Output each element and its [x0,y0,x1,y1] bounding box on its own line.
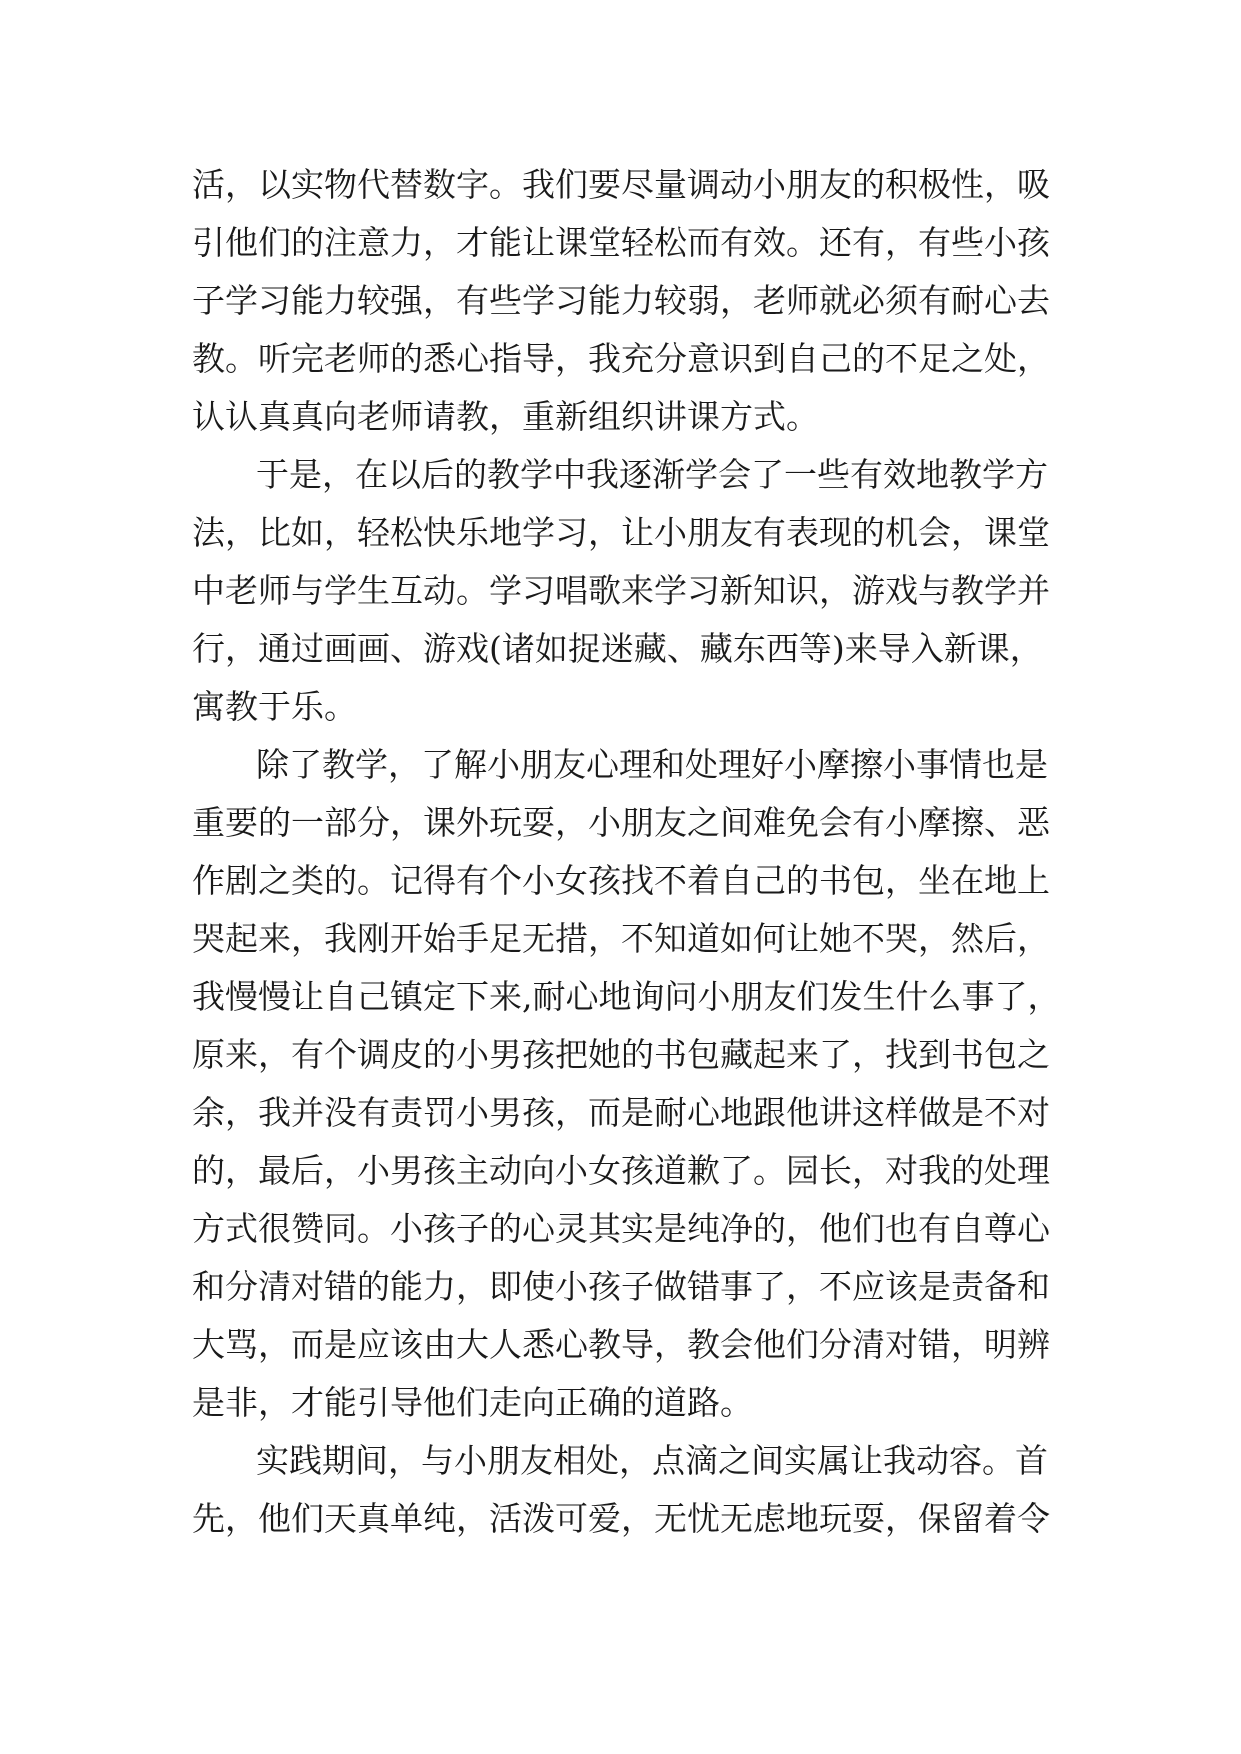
text-line: 法，比如，轻松快乐地学习，让小朋友有表现的机会，课堂 [192,513,1050,552]
text-line: 活，以实物代替数字。我们要尽量调动小朋友的积极性，吸 [192,165,1050,204]
text-line: 中老师与学生互动。学习唱歌来学习新知识，游戏与教学并 [192,571,1050,610]
text-line: 先，他们天真单纯，活泼可爱，无忧无虑地玩耍，保留着令 [192,1499,1050,1538]
text-line: 重要的一部分，课外玩耍，小朋友之间难免会有小摩擦、恶 [192,803,1050,842]
text-line: 作剧之类的。记得有个小女孩找不着自己的书包，坐在地上 [192,861,1050,900]
text-line: 子学习能力较强，有些学习能力较弱，老师就必须有耐心去 [192,281,1050,320]
text-line: 引他们的注意力，才能让课堂轻松而有效。还有，有些小孩 [192,223,1050,262]
paragraph-first-line: 实践期间，与小朋友相处，点滴之间实属让我动容。首 [256,1441,1048,1480]
text-line: 大骂，而是应该由大人悉心教导，教会他们分清对错，明辨 [192,1325,1050,1364]
text-line: 教。听完老师的悉心指导，我充分意识到自己的不足之处， [192,339,1050,378]
text-line: 和分清对错的能力，即使小孩子做错事了，不应该是责备和 [192,1267,1050,1306]
text-line: 哭起来，我刚开始手足无措，不知道如何让她不哭，然后， [192,919,1050,958]
text-line: 认认真真向老师请教，重新组织讲课方式。 [192,397,819,436]
text-line: 寓教于乐。 [192,687,357,726]
text-line: 的，最后，小男孩主动向小女孩道歉了。园长，对我的处理 [192,1151,1050,1190]
text-line: 我慢慢让自己镇定下来,耐心地询问小朋友们发生什么事了， [192,977,1061,1016]
paragraph-first-line: 于是，在以后的教学中我逐渐学会了一些有效地教学方 [256,455,1048,494]
text-line: 是非，才能引导他们走向正确的道路。 [192,1383,753,1422]
text-line: 原来，有个调皮的小男孩把她的书包藏起来了，找到书包之 [192,1035,1050,1074]
text-line: 行，通过画画、游戏(诸如捉迷藏、藏东西等)来导入新课， [192,629,1043,668]
text-line: 余，我并没有责罚小男孩，而是耐心地跟他讲这样做是不对 [192,1093,1050,1132]
paragraph-first-line: 除了教学，了解小朋友心理和处理好小摩擦小事情也是 [256,745,1048,784]
text-line: 方式很赞同。小孩子的心灵其实是纯净的，他们也有自尊心 [192,1209,1050,1248]
